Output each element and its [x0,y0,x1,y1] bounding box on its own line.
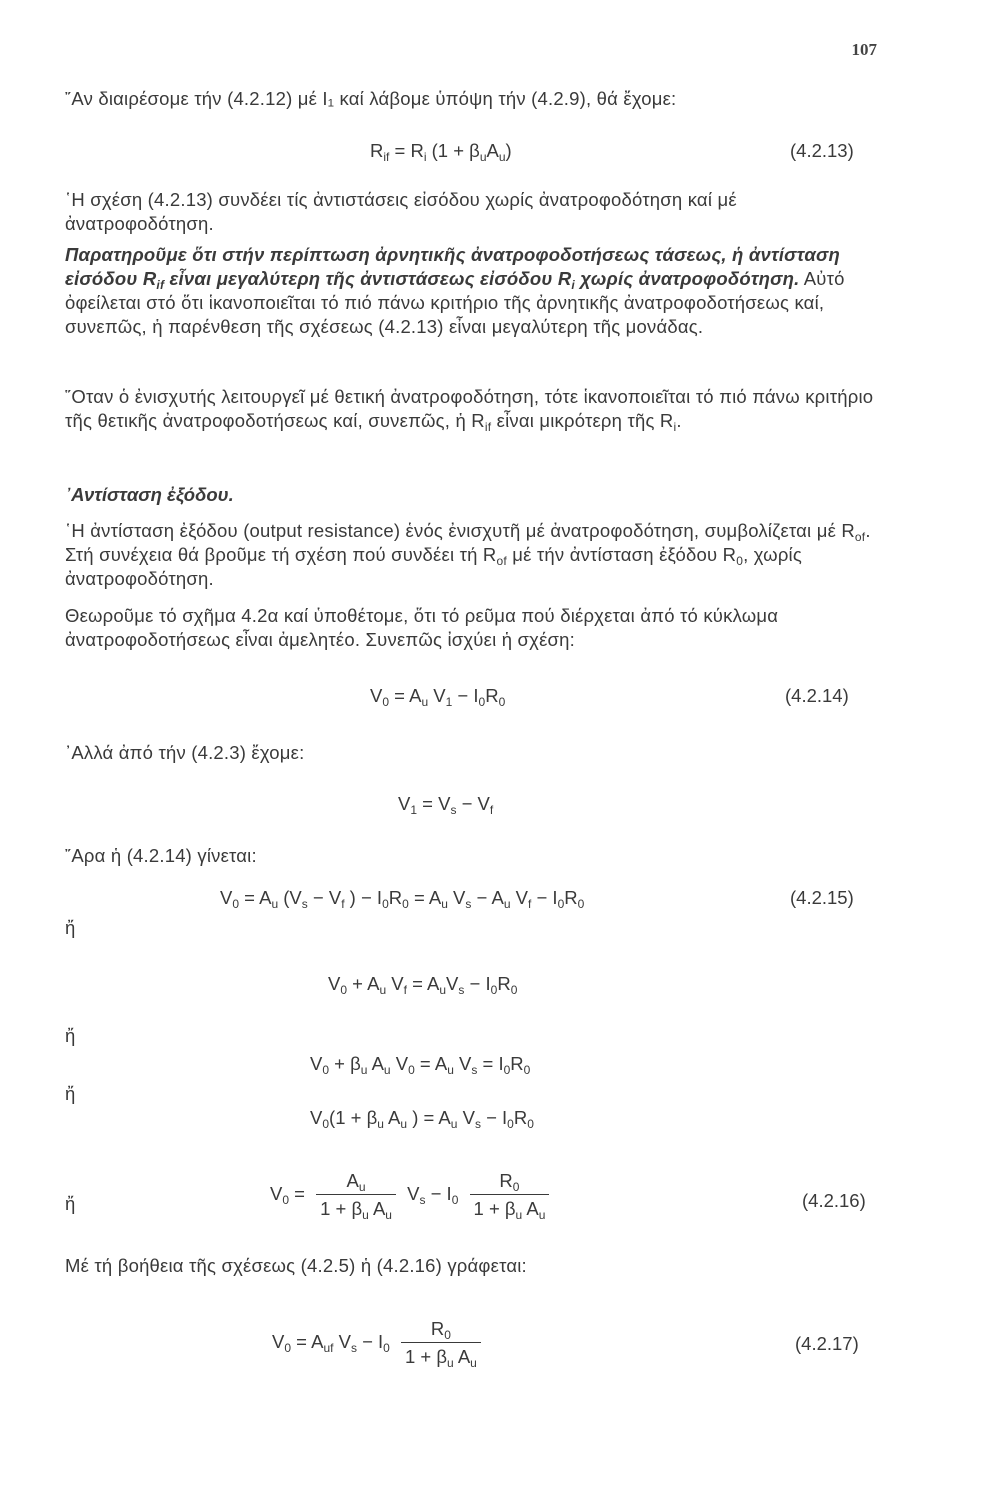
emphasis-text: Παρατηροῦμε ὅτι στήν περίπτωση ἀρνητικῆς ἀνατροφοδοτήσεως τάσεως, ἡ ἀντίσταση εἰσόδου R [65,244,841,289]
paragraph-output-resistance: ῾Η ἀντίσταση ἐξόδου (output resistance) ἑνός ἐνισχυτῆ μέ ἀνατροφοδότηση, συμβολίζεται μέ $R_{of}$. Στή συνέχεια θά βροῦμε τή σχέση πού συνδέει τή $R_{of}$ μέ τήν ἀντίσταση ἐξόδου $R_0$, χωρίς ἀνατροφοδότηση. [65,520,871,589]
conjunction-or: ἤ [65,1083,76,1104]
equation-4-2-15: $V_0 = A_u$ ($V_s - V_f$ ) − $I_0R_0 = A_u$ $V_s - A_u$ $V_f - I_0R_0$ [220,887,585,911]
section-heading: ᾿Αντίσταση ἐξόδου. [65,484,234,505]
equation-4-2-16: $V_0$ = $\frac{A_u}{1 + \beta_u A_u}$ $V_s - I_0$ $\frac{R_0}{1 + \beta_u A_u}$ [270,1170,555,1220]
conjunction-or: ἤ [65,917,76,938]
paragraph-positive-feedback: ῞Οταν ὁ ἐνισχυτής λειτουργεῖ μέ θετική ἀνατροφοδότηση, τότε ἱκανοποιεῖται τό πιό πάνω κριτήριο τῆς θετικῆς ἀνατροφοδοτήσεως καί, συνεπῶς, ἡ $R_{if}$ εἶναι μικρότερη τῆς $R_i$. [65,386,874,434]
equation-step-3: $V_0(1 + \beta_u$ $A_u$ ) = $A_u$ $V_s - I_0R_0$ [310,1107,534,1131]
conjunction-or: ἤ [65,1193,76,1214]
conjunction-or: ἤ [65,1025,76,1046]
equation-number: (4.2.14) [785,685,849,706]
equation-step-1: $V_0 + A_u$ $V_f = A_uV_s - I_0R_0$ [328,973,518,997]
equation-step-2: $V_0 + \beta_u$ $A_u$ $V_0 = A_u$ $V_s = I_0R_0$ [310,1053,531,1077]
paragraph-intro: ῎Αν διαιρέσομε τήν (4.2.12) μέ I₁ καί λάβομε ὑπόψη τήν (4.2.9), θά ἔχομε: [65,88,677,109]
equation-v1: $V_1 = V_s - V_f$ [398,793,494,817]
paragraph-therefore: ῎Αρα ἡ (4.2.14) γίνεται: [65,845,257,866]
paragraph-observation: Παρατηροῦμε ὅτι στήν περίπτωση ἀρνητικῆς ἀνατροφοδοτήσεως τάσεως, ἡ ἀντίσταση εἰσόδου $R_{if}$ εἶναι μεγαλύτερη τῆς ἀντιστάσεως εἰσόδου $R_i$ χωρίς ἀνατροφοδότηση. Αὐτό ὀφείλεται στό ὅτι ἱκανοποιεῖται τό πιό πάνω κριτήριο τῆς ἀρνητικῆς ἀνατροφοδοτήσεως καί, συνεπῶς, ἡ παρένθεση τῆς σχέσεως (4.2.13) εἶναι μεγαλύτερη τῆς μονάδας. [65,244,845,337]
paragraph-figure-ref: Θεωροῦμε τό σχῆμα 4.2α καί ὑποθέτομε, ὅτι τό ρεῦμα πού διέρχεται ἀπό τό κύκλωμα ἀνατροφοδοτήσεως εἶναι ἀμελητέο. Συνεπῶς ἰσχύει ἡ σχέση: [65,605,779,650]
page-number: 107 [851,40,877,59]
equation-4-2-17: $V_0 = A_{uf}$ $V_s - I_0$ $\frac{R_0}{1 + \beta_u A_u}$ [272,1318,487,1368]
equation-number: (4.2.16) [802,1190,866,1211]
paragraph-with-help: Μέ τή βοήθεια τῆς σχέσεως (4.2.5) ἡ (4.2.16) γράφεται: [65,1255,527,1276]
equation-number: (4.2.17) [795,1333,859,1354]
equation-number: (4.2.15) [790,887,854,908]
equation-number: (4.2.13) [790,140,854,161]
equation-4-2-13: $R_{if} = R_i$ $(1 + \beta_uA_u)$ [370,140,512,164]
paragraph-relation: ῾Η σχέση (4.2.13) συνδέει τίς ἀντιστάσεις εἰσόδου χωρίς ἀνατροφοδότηση καί μέ ἀνατροφοδότηση. [65,189,737,234]
equation-4-2-14: $V_0 = A_u$ $V_1 - I_0R_0$ [370,685,506,709]
paragraph-but-from: ᾿Αλλά ἀπό τήν (4.2.3) ἔχομε: [65,742,305,763]
